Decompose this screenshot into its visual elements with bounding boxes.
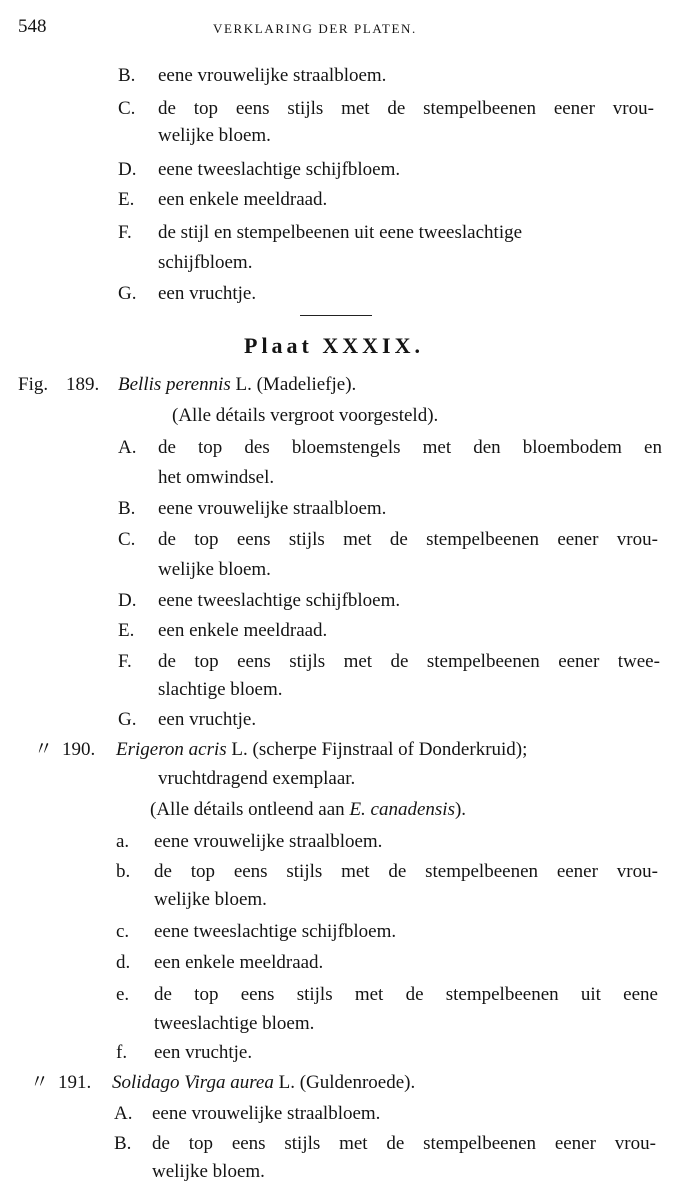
figure-number: 189. (66, 374, 100, 395)
word: twee- (617, 651, 660, 672)
item-text: het omwindsel. (158, 467, 275, 488)
word: de (389, 529, 408, 550)
item-label: c. (116, 921, 130, 942)
word: eener (554, 1133, 596, 1154)
word: stempelbeenen (426, 651, 540, 672)
item-text: een enkele meeldraad. (158, 620, 328, 641)
word: bloemstengels (291, 437, 401, 458)
item-text: slachtige bloem. (158, 679, 283, 700)
word: eens (233, 861, 268, 882)
item-text: eene vrouwelijke straalbloem. (154, 831, 383, 852)
item-text (154, 860, 658, 884)
word: de (154, 861, 172, 882)
item-text (158, 436, 662, 460)
word: stempelbeenen (445, 984, 559, 1005)
item-text: tweeslachtige bloem. (154, 1013, 315, 1034)
item-label: B. (118, 498, 136, 519)
word: eens (231, 1133, 266, 1154)
item-text: eene tweeslachtige schijfbloem. (158, 590, 401, 611)
item-label: F. (118, 222, 132, 243)
word: stijls (284, 1133, 321, 1154)
species-name: Solidago Virga aurea (112, 1072, 274, 1093)
word: eens (240, 984, 275, 1005)
item-label: b. (116, 861, 131, 882)
word: de (158, 98, 176, 119)
figure-note: vruchtdragend exemplaar. (158, 768, 356, 789)
word: top (198, 437, 223, 458)
word: eens (237, 651, 271, 672)
word: stijls (296, 984, 333, 1005)
item-label: G. (118, 709, 137, 730)
item-label: C. (118, 529, 136, 550)
item-label: E. (118, 620, 135, 641)
section-divider (300, 315, 372, 316)
figure-heading (112, 1071, 415, 1095)
figure-note (150, 798, 466, 822)
species-common: L. (Madeliefje). (230, 374, 357, 395)
word: met (343, 651, 373, 672)
figure-number: 190. (62, 739, 96, 760)
item-label: d. (116, 952, 131, 973)
word: de (154, 984, 172, 1005)
word: de (158, 529, 176, 550)
word: stijls (288, 529, 325, 550)
word: stijls (289, 651, 326, 672)
figure-prefix: Fig. (18, 374, 49, 395)
item-text (158, 97, 654, 121)
word: eener (553, 98, 595, 119)
page-number: 548 (18, 16, 47, 37)
figure-heading (116, 738, 527, 762)
word: eener (558, 651, 600, 672)
item-text: eene vrouwelijke straalbloem. (158, 498, 387, 519)
note-text: ). (454, 799, 467, 820)
word: bloembodem (522, 437, 622, 458)
word: de (390, 651, 409, 672)
word: met (422, 437, 452, 458)
item-label: G. (118, 283, 137, 304)
word: stempelbeenen (423, 98, 537, 119)
word: met (341, 861, 370, 882)
word: vrou- (612, 98, 654, 119)
figure-number: 191. (58, 1072, 92, 1093)
word: de (152, 1133, 170, 1154)
species-name: Erigeron acris (116, 739, 227, 760)
word: de (158, 651, 176, 672)
word: top (188, 1133, 214, 1154)
item-label: D. (118, 590, 137, 611)
item-label: E. (118, 189, 135, 210)
word: met (339, 1133, 368, 1154)
item-text: een enkele meeldraad. (158, 189, 328, 210)
word: top (194, 984, 219, 1005)
item-text: een vruchtje. (154, 1042, 253, 1063)
item-label: A. (118, 437, 137, 458)
item-text: eene vrouwelijke straalbloem. (158, 65, 387, 86)
word: top (194, 651, 219, 672)
word: met (354, 984, 384, 1005)
item-text: eene vrouwelijke straalbloem. (152, 1103, 381, 1124)
item-text (158, 650, 660, 674)
word: eene (623, 984, 658, 1005)
species-common: L. (Guldenroede). (273, 1072, 416, 1093)
figure-heading (118, 373, 356, 397)
item-text (152, 1132, 656, 1156)
word: vrou- (614, 1133, 656, 1154)
item-label: e. (116, 984, 130, 1005)
note-species: E. canadensis (349, 799, 455, 820)
item-label: a. (116, 831, 130, 852)
word: den (473, 437, 501, 458)
word: eener (557, 529, 599, 550)
item-text: eene tweeslachtige schijfbloem. (154, 921, 397, 942)
item-text: een enkele meeldraad. (154, 952, 324, 973)
word: de (405, 984, 424, 1005)
word: en (644, 437, 662, 458)
word: vrou- (616, 861, 658, 882)
item-text (158, 528, 658, 552)
item-text: de stijl en stempelbeenen uit eene tweeslachtige (158, 222, 523, 243)
plate-title: Plaat XXXIX. (244, 333, 424, 358)
figure-note: (Alle détails vergroot voorgesteld). (172, 405, 439, 426)
word: met (341, 98, 370, 119)
item-text: schijfbloem. (158, 252, 253, 273)
item-label: F. (118, 651, 132, 672)
species-name: Bellis perennis (118, 374, 231, 395)
word: de (158, 437, 176, 458)
word: stijls (287, 98, 324, 119)
item-label: D. (118, 159, 137, 180)
item-label: A. (114, 1103, 133, 1124)
word: eens (235, 98, 270, 119)
species-common: L. (scherpe Fijnstraal of Donderkruid); (226, 739, 528, 760)
word: eener (556, 861, 598, 882)
note-text: (Alle détails ontleend aan (150, 799, 350, 820)
item-label: f. (116, 1042, 128, 1063)
word: eens (236, 529, 271, 550)
word: top (194, 529, 219, 550)
word: stempelbeenen (423, 1133, 537, 1154)
page-header (0, 16, 695, 42)
word: des (244, 437, 270, 458)
word: vrou- (616, 529, 658, 550)
word: de (388, 861, 407, 882)
item-label: B. (118, 65, 136, 86)
item-text: welijke bloem. (154, 889, 267, 910)
word: stijls (286, 861, 323, 882)
word: met (343, 529, 372, 550)
item-text: een vruchtje. (158, 709, 257, 730)
word: de (386, 1133, 405, 1154)
word: top (193, 98, 219, 119)
item-text: een vruchtje. (158, 283, 257, 304)
running-head: VERKLARING DER PLATEN. (213, 21, 417, 36)
item-text (154, 983, 658, 1007)
item-text: eene tweeslachtige schijfbloem. (158, 159, 401, 180)
item-label: B. (114, 1133, 132, 1154)
word: de (387, 98, 406, 119)
word: stempelbeenen (426, 529, 540, 550)
word: top (190, 861, 216, 882)
item-text: welijke bloem. (158, 125, 271, 146)
word: stempelbeenen (425, 861, 539, 882)
item-label: C. (118, 98, 136, 119)
item-text: welijke bloem. (158, 559, 271, 580)
item-text: welijke bloem. (152, 1161, 265, 1182)
ditto-mark: 〃 (34, 739, 54, 760)
word: uit (580, 984, 601, 1005)
ditto-mark: 〃 (30, 1072, 50, 1093)
